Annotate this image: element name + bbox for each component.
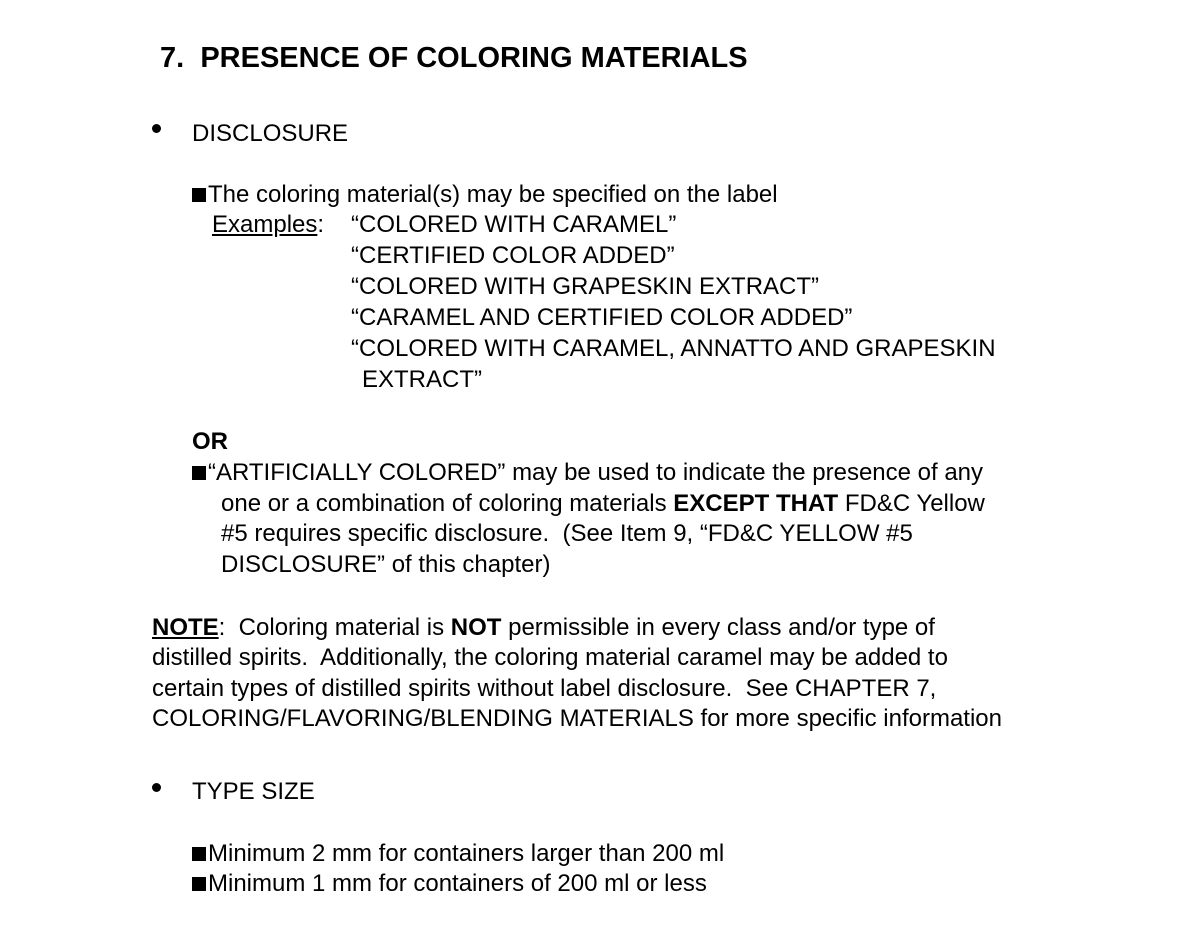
examples-label (212, 213, 324, 237)
disclosure-item-2 (192, 461, 983, 485)
note-line: COLORING/FLAVORING/BLENDING MATERIALS for more specific information (152, 705, 1002, 732)
section-title-text: PRESENCE OF COLORING MATERIALS (200, 42, 748, 74)
note-line: distilled spirits. Additionally, the coloring material caramel may be added to (152, 644, 948, 671)
square-bullet-icon (192, 188, 206, 202)
disclosure-heading: DISCLOSURE (192, 120, 349, 147)
disclosure-item-2-line: DISCLOSURE” of this chapter) (221, 551, 551, 578)
example-line: “COLORED WITH GRAPESKIN EXTRACT” (351, 273, 820, 300)
note-line: certain types of distilled spirits without label disclosure. See CHAPTER 7, (152, 675, 937, 702)
disclosure-item-2-line: #5 requires specific disclosure. (See Item 9, “FD&C YELLOW #5 (221, 520, 913, 547)
disclosure-item-2-line: “ARTIFICIALLY COLORED” may be used to indicate the presence of any (208, 459, 984, 486)
note-text: : Coloring material is (218, 614, 451, 641)
examples-colon: : (317, 211, 325, 238)
examples-label-text: Examples (212, 211, 318, 238)
type-size-item (192, 842, 724, 866)
disclosure-item-2-line (221, 492, 985, 516)
note-label: NOTE (152, 614, 219, 641)
square-bullet-icon (192, 877, 206, 891)
item-2-bold-text: EXCEPT THAT (673, 490, 839, 517)
type-size-item-text: Minimum 2 mm for containers larger than 200 ml (208, 840, 725, 867)
type-size-heading: TYPE SIZE (192, 778, 315, 805)
note-line (152, 616, 935, 640)
bullet-icon (152, 124, 161, 133)
item-2-text: one or a combination of coloring materials (221, 490, 674, 517)
bullet-icon (152, 783, 161, 792)
type-size-item-text: Minimum 1 mm for containers of 200 ml or less (208, 870, 707, 897)
square-bullet-icon (192, 466, 206, 480)
example-line: “CARAMEL AND CERTIFIED COLOR ADDED” (351, 304, 853, 331)
or-label: OR (192, 428, 228, 455)
item-2-text: FD&C Yellow (838, 490, 985, 517)
example-line: EXTRACT” (362, 366, 482, 393)
example-line: “COLORED WITH CARAMEL, ANNATTO AND GRAPESKIN (351, 335, 996, 362)
example-line: “COLORED WITH CARAMEL” (351, 211, 677, 238)
section-title (160, 44, 748, 73)
square-bullet-icon (192, 847, 206, 861)
section-number: 7. (160, 42, 185, 74)
disclosure-item-1-text: The coloring material(s) may be specified on the label (208, 181, 778, 208)
disclosure-item-1 (192, 183, 778, 207)
note-bold-text: NOT (450, 614, 502, 641)
example-line: “CERTIFIED COLOR ADDED” (351, 242, 675, 269)
type-size-item (192, 872, 707, 896)
note-text: permissible in every class and/or type of (501, 614, 935, 641)
